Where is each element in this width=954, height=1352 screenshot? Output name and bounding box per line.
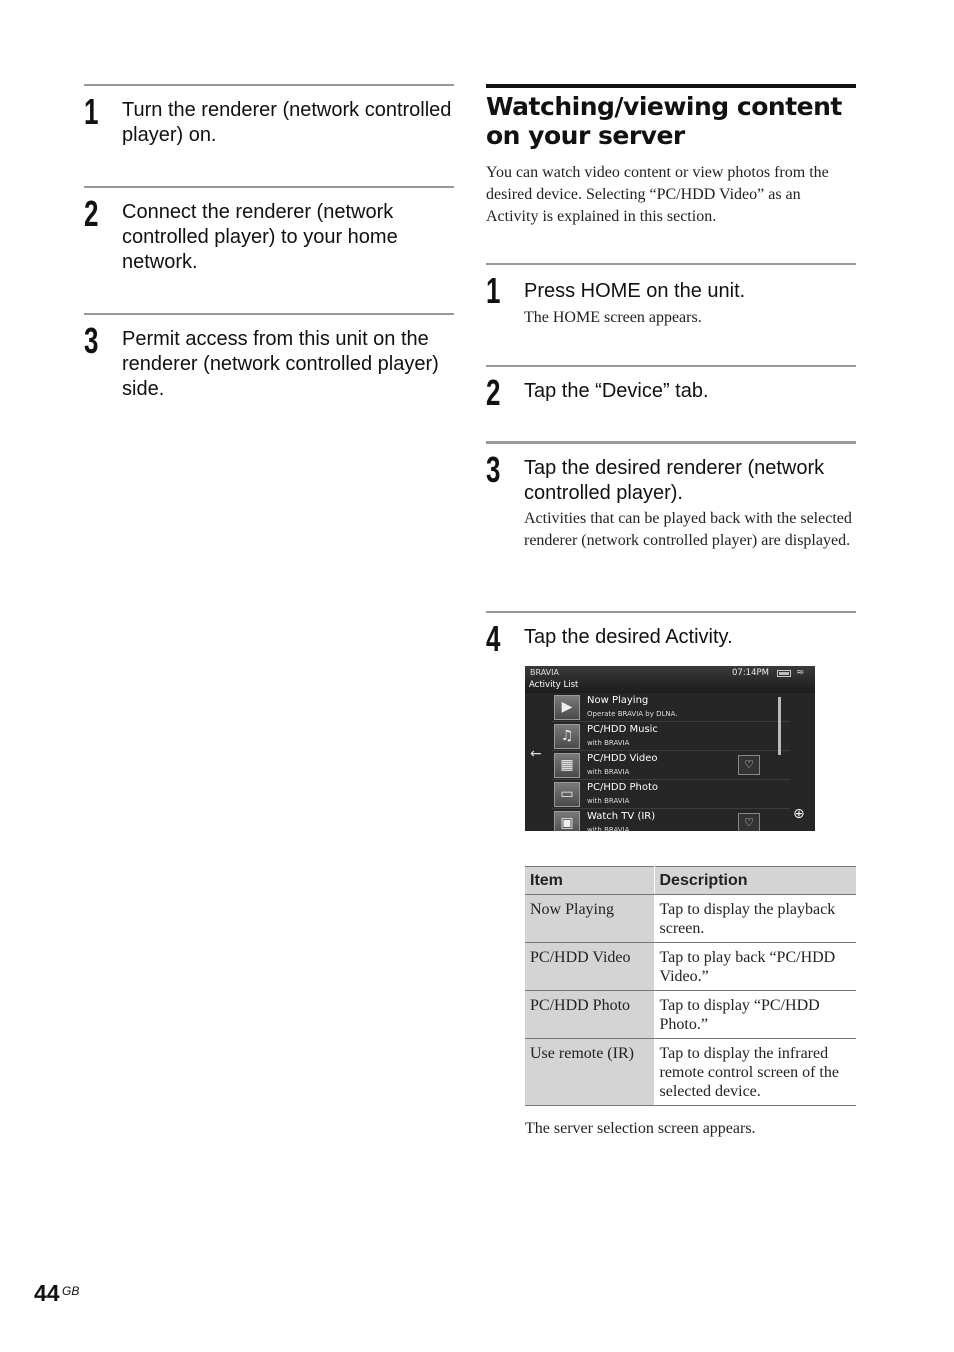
step-number: 4 <box>486 618 501 659</box>
table-cell: Tap to display the infrared remote control screen of the selected device. <box>654 1039 856 1106</box>
item-description-table <box>525 866 856 1106</box>
step-title: Permit access from this unit on the renderer (network controlled player) side. <box>122 328 439 400</box>
right-step-2 <box>486 365 856 441</box>
step-title: Tap the “Device” tab. <box>524 380 709 402</box>
step-number: 3 <box>486 449 501 490</box>
activity-subtitle: with BRAVIA <box>587 826 630 831</box>
battery-icon <box>777 670 791 677</box>
left-step-2 <box>84 186 454 313</box>
step-description: The HOME screen appears. <box>524 309 702 326</box>
right-step-4 <box>486 611 856 661</box>
play-icon: ▶ <box>554 695 580 720</box>
table-cell: Now Playing <box>525 895 654 943</box>
closing-text: The server selection screen appears. <box>525 1120 756 1137</box>
step-description: Activities that can be played back with the selected renderer (network controlled player) are displayed. <box>524 510 852 549</box>
activity-row-now-playing[interactable] <box>552 693 790 722</box>
activity-name: PC/HDD Photo <box>587 782 659 793</box>
activity-name: PC/HDD Video <box>587 753 658 764</box>
step-title: Connect the renderer (network controlled player) to your home network. <box>122 201 398 273</box>
step-number: 3 <box>84 320 99 361</box>
table-row <box>525 895 856 943</box>
activity-list-title: Activity List <box>529 680 579 690</box>
step-title: Tap the desired Activity. <box>524 626 733 648</box>
activity-list <box>552 693 790 831</box>
activity-row-pc-hdd-photo[interactable] <box>552 780 790 809</box>
table-cell: Use remote (IR) <box>525 1039 654 1106</box>
activity-name: Now Playing <box>587 695 649 706</box>
table-row <box>525 991 856 1039</box>
table-header-row <box>525 867 856 895</box>
step-number: 1 <box>486 270 501 311</box>
step-number: 2 <box>84 193 99 234</box>
left-step-1 <box>84 84 454 186</box>
step-number: 2 <box>486 372 501 413</box>
table-row <box>525 1039 856 1106</box>
table-cell: PC/HDD Photo <box>525 991 654 1039</box>
section-intro: You can watch video content or view photos from the desired device. Selecting “PC/HDD Video” as an Activity is explained in this section. <box>486 164 829 225</box>
left-column <box>84 84 454 413</box>
favorite-add-icon[interactable]: ♡ <box>738 755 760 775</box>
right-step-1 <box>486 263 856 365</box>
music-note-icon: ♫ <box>554 724 580 749</box>
activity-subtitle: with BRAVIA <box>587 768 630 776</box>
step-title: Tap the desired renderer (network controlled player). <box>524 457 825 504</box>
clock: 07:14PM <box>732 668 769 678</box>
activity-name: Watch TV (IR) <box>587 811 656 822</box>
photo-icon: ▭ <box>554 782 580 807</box>
right-step-3 <box>486 441 856 611</box>
activity-name: PC/HDD Music <box>587 724 658 735</box>
activity-row-watch-tv[interactable] <box>552 809 790 831</box>
section-heading: Watching/viewing content on your server <box>486 92 842 150</box>
page-number-suffix: GB <box>62 1284 80 1298</box>
scrollbar[interactable] <box>778 697 781 755</box>
left-step-3 <box>84 313 454 413</box>
table-cell: Tap to display “PC/HDD Photo.” <box>654 991 856 1039</box>
add-to-list-icon[interactable]: ⊕ <box>793 806 805 822</box>
table-cell: Tap to display the playback screen. <box>654 895 856 943</box>
table-row <box>525 943 856 991</box>
wifi-icon: ≈ <box>796 667 805 678</box>
step-number: 1 <box>84 91 99 132</box>
favorite-add-icon[interactable]: ♡ <box>738 813 760 831</box>
activity-subtitle: with BRAVIA <box>587 739 630 747</box>
table-cell: PC/HDD Video <box>525 943 654 991</box>
back-arrow-icon[interactable]: ← <box>530 746 542 762</box>
activity-subtitle: with BRAVIA <box>587 797 630 805</box>
step-title: Press HOME on the unit. <box>524 280 746 302</box>
activity-list-screenshot <box>525 666 815 831</box>
film-icon: ▦ <box>554 753 580 778</box>
activity-row-pc-hdd-video[interactable] <box>552 751 790 780</box>
heading-rule <box>486 84 856 88</box>
page-number: 44 <box>34 1280 60 1306</box>
table-header: Item <box>525 867 654 895</box>
table-cell: Tap to play back “PC/HDD Video.” <box>654 943 856 991</box>
activity-subtitle: Operate BRAVIA by DLNA. <box>587 710 678 718</box>
right-steps <box>486 263 856 661</box>
step-title: Turn the renderer (network controlled player) on. <box>122 99 452 146</box>
device-name: BRAVIA <box>530 668 559 677</box>
table-header: Description <box>654 867 856 895</box>
activity-row-pc-hdd-music[interactable] <box>552 722 790 751</box>
tv-remote-icon: ▣ <box>554 811 580 831</box>
